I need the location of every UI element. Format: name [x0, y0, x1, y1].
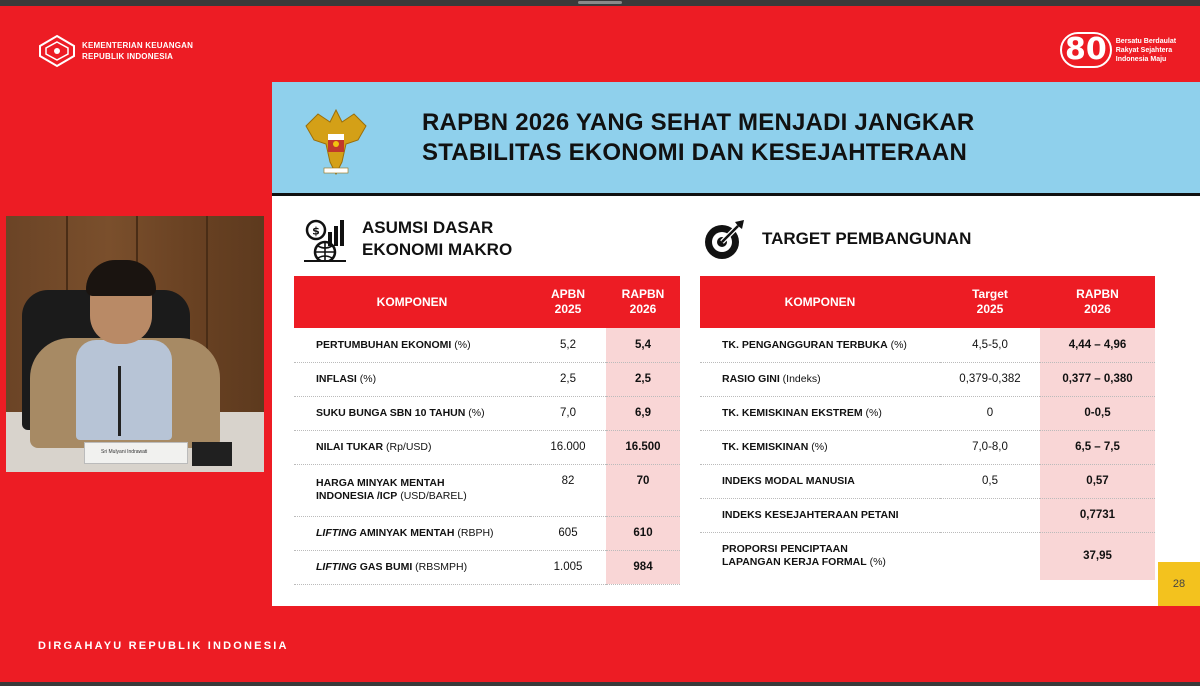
microphone-icon — [118, 366, 121, 436]
macro-heading-line-2: EKONOMI MAKRO — [362, 240, 513, 259]
row-label-text: HARGA MINYAK MENTAH INDONESIA /ICP — [316, 477, 445, 502]
row-label-text: TK. PENGANGGURAN TERBUKA — [722, 338, 888, 351]
row-label-text: RASIO GINI — [722, 373, 780, 385]
table-row — [700, 498, 1155, 532]
row-label — [294, 396, 530, 430]
row-label — [294, 362, 530, 396]
row-unit: (%) — [356, 373, 377, 385]
anniversary-tagline-3: Indonesia Maju — [1115, 55, 1167, 63]
row-label-text: INDEKS KESEJAHTERAAN PETANI — [722, 509, 899, 521]
table-row — [700, 532, 1155, 580]
footer-tagline: DIRGAHAYU REPUBLIK INDONESIA — [38, 640, 289, 652]
col-header-rapbn-line2: 2026 — [629, 302, 657, 316]
row-target-value — [940, 498, 1040, 532]
table-row — [294, 516, 680, 550]
economy-chart-icon — [302, 216, 348, 262]
row-rapbn-value: 16.500 — [606, 430, 680, 464]
row-rapbn-value: 0,7731 — [1040, 498, 1155, 532]
row-label-text: PERTUMBUHAN EKONOMI — [316, 338, 452, 351]
table-row — [700, 464, 1155, 498]
row-apbn-value: 16.000 — [530, 430, 606, 464]
row-rapbn-value: 0-0,5 — [1040, 396, 1155, 430]
row-label — [294, 550, 530, 584]
video-speaker-blouse — [76, 340, 172, 440]
row-apbn-value: 82 — [530, 464, 606, 516]
row-label — [700, 464, 940, 498]
col-header-target-2025 — [940, 276, 1040, 328]
row-target-value: 0 — [940, 396, 1040, 430]
row-label — [700, 532, 940, 580]
slide-title-line-1: RAPBN 2026 YANG SEHAT MENJADI JANGKAR — [422, 109, 975, 136]
row-label — [700, 362, 940, 396]
col-header-target-line2: 2025 — [976, 302, 1004, 316]
row-target-value: 0,379-0,382 — [940, 362, 1040, 396]
target-icon — [702, 216, 748, 262]
row-apbn-value: 605 — [530, 516, 606, 550]
row-rapbn-value: 5,4 — [606, 328, 680, 362]
row-unit: (%) — [451, 338, 471, 351]
macro-heading-line-1: ASUMSI DASAR — [362, 218, 494, 237]
garuda-emblem-icon — [300, 104, 372, 180]
row-label-italic: LIFTING — [316, 561, 357, 573]
col-header-rapbn-line1: RAPBN — [1076, 287, 1119, 301]
table-row — [700, 328, 1155, 362]
row-rapbn-value: 984 — [606, 550, 680, 584]
row-rapbn-value: 6,5 – 7,5 — [1040, 430, 1155, 464]
slide-title — [422, 108, 974, 168]
ministry-logo-icon — [38, 34, 76, 68]
ministry-name: KEMENTERIAN KEUANGAN — [82, 41, 194, 50]
slide-title-line-2: STABILITAS EKONOMI DAN KESEJAHTERAAN — [422, 139, 967, 166]
row-apbn-value: 7,0 — [530, 396, 606, 430]
row-apbn-value: 2,5 — [530, 362, 606, 396]
row-apbn-value: 5,2 — [530, 328, 606, 362]
development-targets-table — [700, 276, 1155, 580]
row-unit: (%) — [465, 407, 485, 419]
table-header-row — [294, 276, 680, 328]
col-header-rapbn-2026 — [1040, 276, 1155, 328]
row-label-text: GAS BUMI — [356, 561, 413, 573]
row-unit: (RBPH) — [454, 527, 494, 539]
table-row — [700, 362, 1155, 396]
target-heading: TARGET PEMBANGUNAN — [762, 229, 972, 248]
row-target-value — [940, 532, 1040, 580]
video-laptop — [192, 442, 232, 466]
table-row — [294, 328, 680, 362]
table-row — [700, 430, 1155, 464]
ministry-country: REPUBLIK INDONESIA — [82, 52, 174, 61]
anniversary-tagline-1: Bersatu Berdaulat — [1115, 37, 1177, 45]
table-header-row — [700, 276, 1155, 328]
window-bottom-bar — [0, 682, 1200, 686]
row-target-value: 4,5-5,0 — [940, 328, 1040, 362]
row-label-text: NILAI TUKAR — [316, 441, 384, 453]
row-unit: (%) — [887, 338, 907, 351]
row-rapbn-value: 6,9 — [606, 396, 680, 430]
row-rapbn-value: 0,57 — [1040, 464, 1155, 498]
row-label — [294, 516, 530, 550]
row-label-text: TK. KEMISKINAN EKSTREM — [722, 407, 863, 419]
row-label-text: AMINYAK MENTAH — [356, 527, 455, 539]
macro-section-heading — [302, 216, 512, 262]
col-header-rapbn-line2: 2026 — [1084, 302, 1111, 316]
table-row — [700, 396, 1155, 430]
row-label — [700, 430, 940, 464]
row-label — [700, 328, 940, 362]
row-label — [294, 464, 530, 516]
row-unit: (Rp/USD) — [383, 441, 432, 453]
row-unit: (RBSMPH) — [412, 561, 468, 573]
window-top-bar — [0, 0, 1200, 6]
col-header-rapbn-2026 — [606, 276, 680, 328]
row-label — [294, 430, 530, 464]
col-header-apbn-2025 — [530, 276, 606, 328]
row-unit: (%) — [862, 407, 882, 419]
col-header-rapbn-line1: RAPBN — [621, 287, 665, 301]
drag-handle[interactable] — [578, 1, 622, 4]
anniversary-tagline-2: Rakyat Sejahtera — [1115, 46, 1173, 54]
presentation-slide — [272, 82, 1200, 606]
table-row — [294, 430, 680, 464]
anniversary-number: 80 — [1060, 32, 1112, 68]
row-unit: (USD/BAREL) — [397, 490, 467, 502]
row-label — [294, 328, 530, 362]
table-row — [294, 464, 680, 516]
row-label-text: INDEKS MODAL MANUSIA — [722, 475, 855, 487]
row-unit: (Indeks) — [779, 373, 821, 385]
page-number: 28 — [1158, 562, 1200, 606]
row-unit: (%) — [808, 441, 828, 453]
row-unit: (%) — [866, 556, 886, 569]
macro-assumptions-table — [294, 276, 680, 585]
col-header-target-line1: Target — [972, 287, 1008, 301]
svg-text:$: $ — [312, 224, 320, 238]
col-header-apbn-line1: APBN — [550, 287, 585, 301]
row-target-value: 7,0-8,0 — [940, 430, 1040, 464]
row-label-text: INFLASI — [316, 373, 357, 385]
table-row — [294, 396, 680, 430]
row-rapbn-value: 4,44 – 4,96 — [1040, 328, 1155, 362]
row-label-text: PROPORSI PENCIPTAAN LAPANGAN KERJA FORMAL — [722, 543, 867, 569]
row-rapbn-value: 2,5 — [606, 362, 680, 396]
target-section-heading — [702, 216, 971, 262]
col-header-komponen: KOMPONEN — [700, 276, 940, 328]
table-row — [294, 362, 680, 396]
slide-header — [272, 82, 1200, 196]
row-rapbn-value: 0,377 – 0,380 — [1040, 362, 1155, 396]
speaker-nameplate: Sri Mulyani Indrawati — [84, 442, 188, 464]
row-label — [700, 498, 940, 532]
row-apbn-value: 1.005 — [530, 550, 606, 584]
row-label-text: TK. KEMISKINAN — [722, 441, 809, 453]
row-rapbn-value: 70 — [606, 464, 680, 516]
speaker-video[interactable] — [6, 216, 264, 472]
ministry-brand — [38, 34, 193, 68]
row-label — [700, 396, 940, 430]
col-header-komponen: KOMPONEN — [294, 276, 530, 328]
row-rapbn-value: 610 — [606, 516, 680, 550]
col-header-apbn-line2: 2025 — [554, 302, 582, 316]
row-rapbn-value: 37,95 — [1040, 532, 1155, 580]
row-label-italic: LIFTING — [316, 527, 357, 539]
anniversary-brand — [1060, 32, 1176, 68]
row-target-value: 0,5 — [940, 464, 1040, 498]
table-row — [294, 550, 680, 584]
row-label-text: SUKU BUNGA SBN 10 TAHUN — [316, 407, 466, 419]
